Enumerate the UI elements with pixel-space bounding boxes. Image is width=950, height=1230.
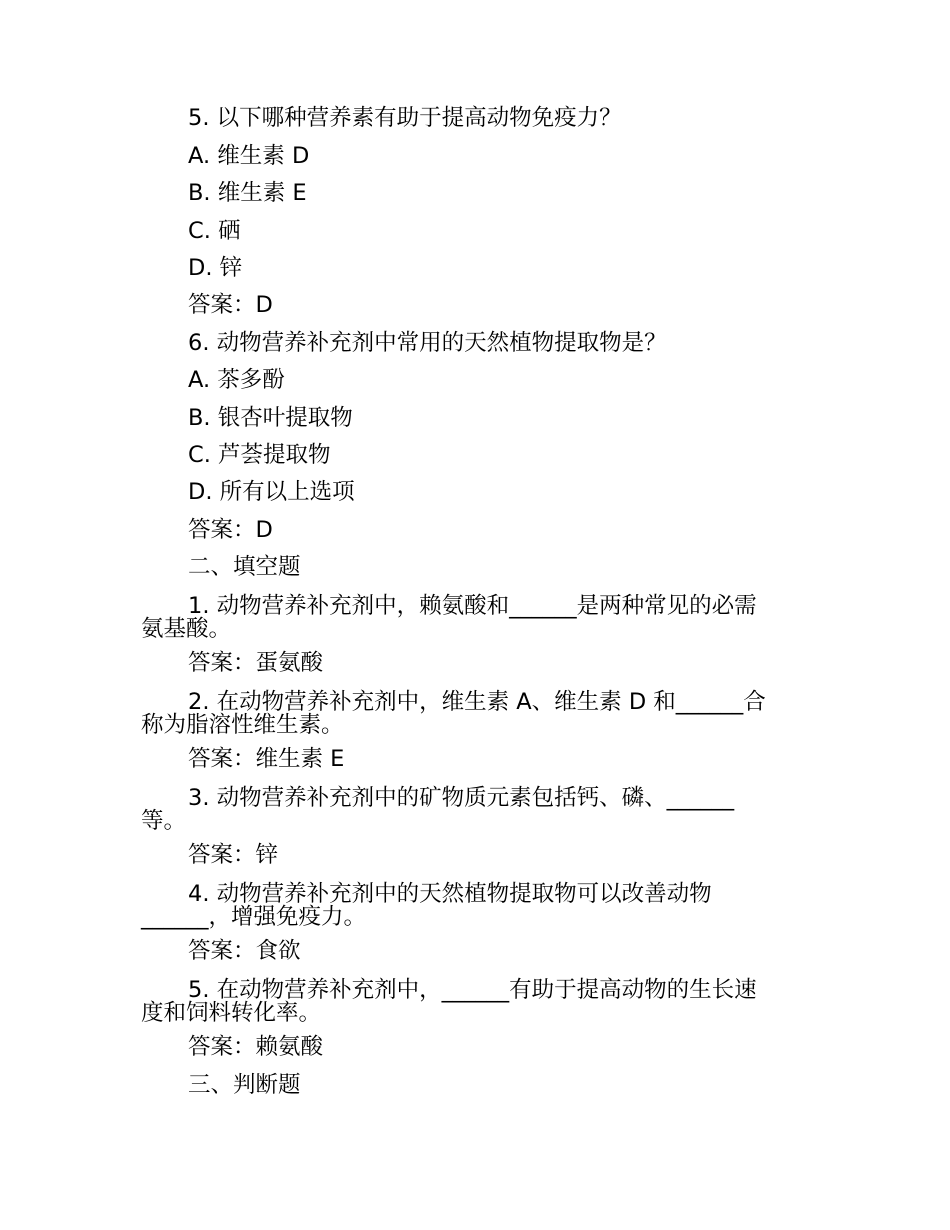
fill-question-4-line2: ______，增强免疫力。 bbox=[141, 904, 367, 930]
section-heading-fill: 二、填空题 bbox=[188, 554, 301, 580]
fill-answer-1: 答案：蛋氨酸 bbox=[188, 650, 324, 676]
question-6: 6. 动物营养补充剂中常用的天然植物提取物是？ bbox=[188, 330, 667, 356]
section-heading-judge: 三、判断题 bbox=[188, 1072, 301, 1098]
fill-answer-2: 答案：维生素 E bbox=[188, 746, 345, 772]
option-a: A. 茶多酚 bbox=[188, 367, 285, 393]
option-a: A. 维生素 D bbox=[188, 143, 310, 169]
fill-question-1-line1: 1. 动物营养补充剂中，赖氨酸和______是两种常见的必需 bbox=[188, 593, 757, 619]
fill-question-4-line1: 4. 动物营养补充剂中的天然植物提取物可以改善动物 bbox=[188, 881, 712, 907]
option-b: B. 维生素 E bbox=[188, 180, 307, 206]
option-b: B. 银杏叶提取物 bbox=[188, 405, 353, 431]
answer-6: 答案：D bbox=[188, 517, 273, 543]
fill-question-1-line2: 氨基酸。 bbox=[141, 616, 232, 642]
fill-answer-3: 答案：锌 bbox=[188, 842, 279, 868]
option-c: C. 芦荟提取物 bbox=[188, 442, 331, 468]
option-d: D. 锌 bbox=[188, 255, 243, 281]
fill-question-3-line1: 3. 动物营养补充剂中的矿物质元素包括钙、磷、______ bbox=[188, 785, 735, 811]
fill-answer-5: 答案：赖氨酸 bbox=[188, 1034, 324, 1060]
fill-question-2-line2: 称为脂溶性维生素。 bbox=[141, 712, 344, 738]
answer-5: 答案：D bbox=[188, 292, 273, 318]
question-5: 5. 以下哪种营养素有助于提高动物免疫力？ bbox=[188, 105, 622, 131]
option-d: D. 所有以上选项 bbox=[188, 479, 355, 505]
fill-answer-4: 答案：食欲 bbox=[188, 938, 301, 964]
option-c: C. 硒 bbox=[188, 218, 241, 244]
fill-question-2-line1: 2. 在动物营养补充剂中，维生素 A、维生素 D 和______合 bbox=[188, 689, 766, 715]
fill-question-3-line2: 等。 bbox=[141, 808, 187, 834]
fill-question-5-line2: 度和饲料转化率。 bbox=[141, 1000, 322, 1026]
fill-question-5-line1: 5. 在动物营养补充剂中，______有助于提高动物的生长速 bbox=[188, 977, 757, 1003]
